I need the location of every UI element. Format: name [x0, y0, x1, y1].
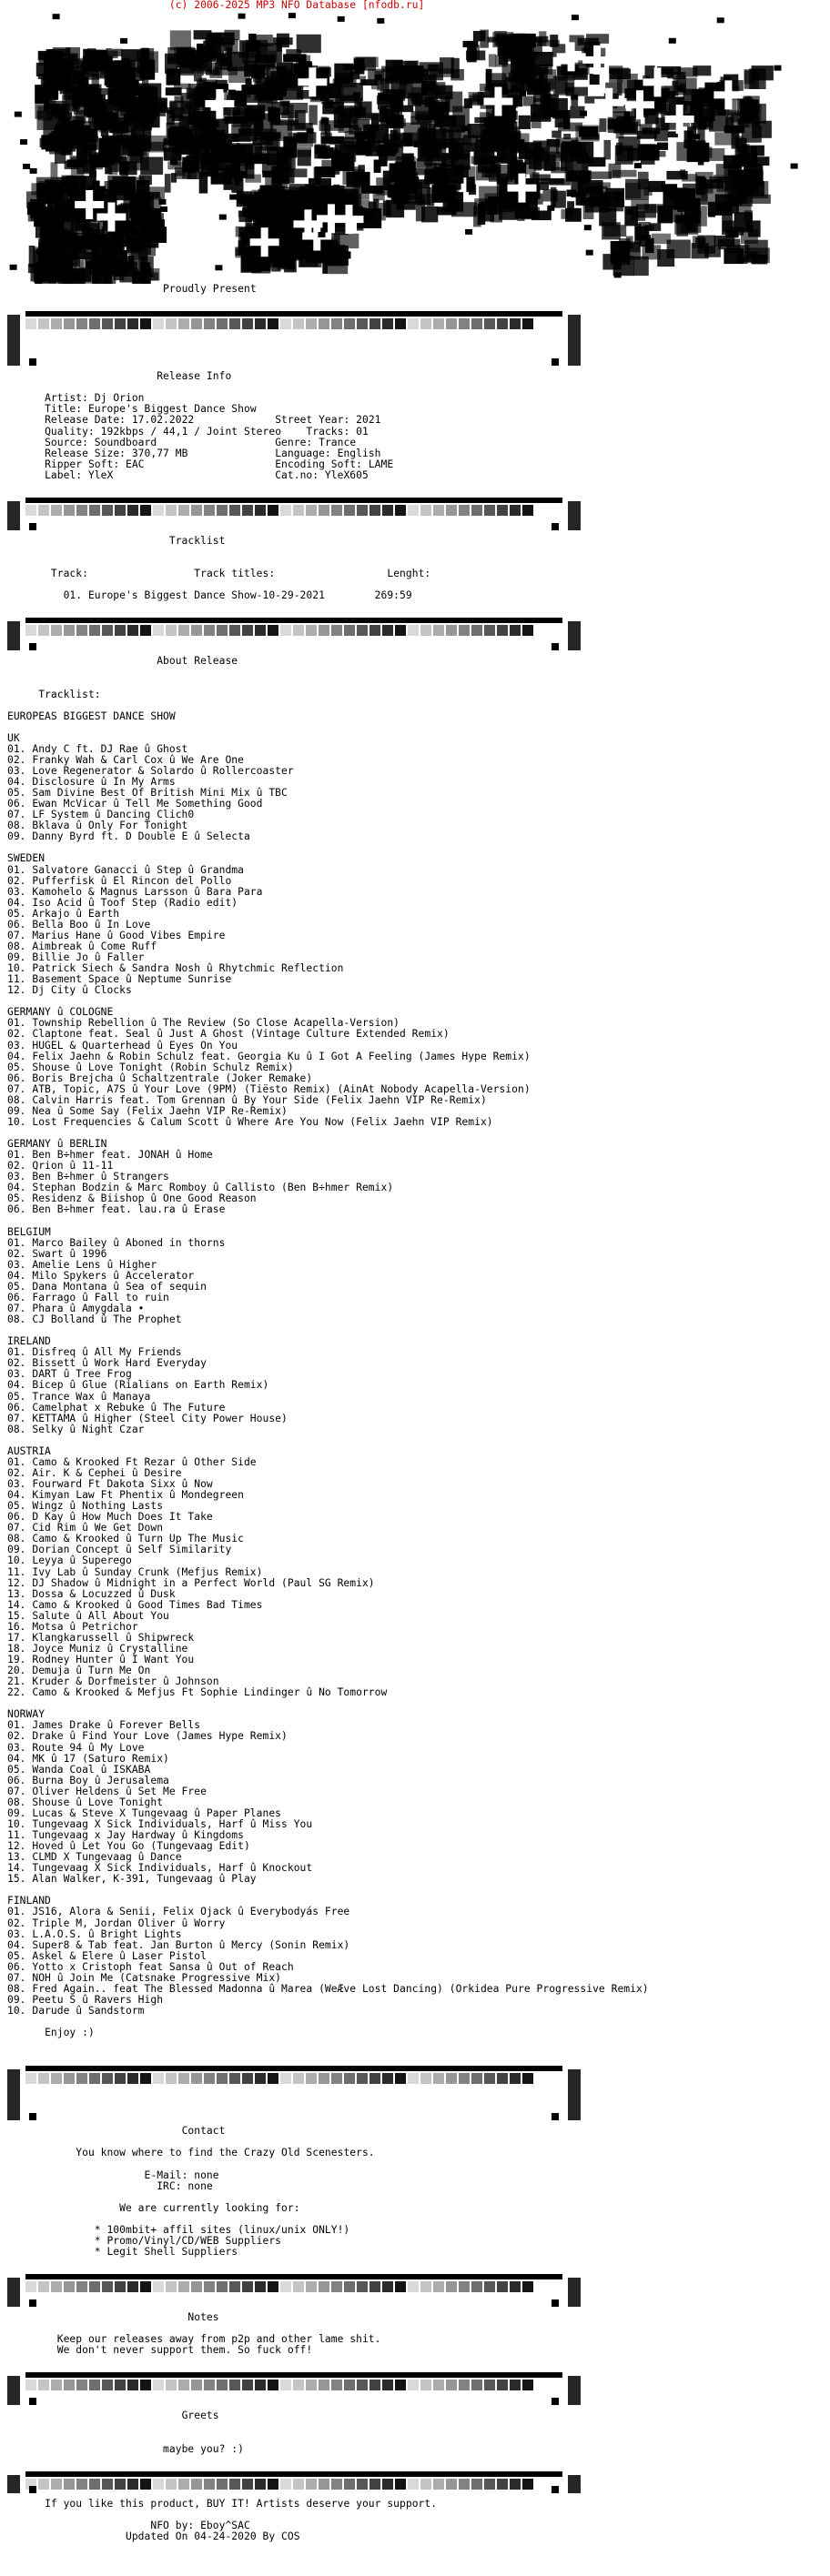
group-logo-ascii-art: [7, 11, 808, 284]
country-heading: UK: [7, 731, 20, 744]
country-heading: SWEDEN: [7, 852, 46, 865]
track-line: 02. Air. K & Cephei û Desire: [7, 1466, 182, 1479]
track-line: 16. Motsa û Petrichor: [7, 1620, 138, 1633]
track-line: 03. DART û Tree Frog: [7, 1368, 132, 1381]
notes-frame: [7, 2269, 581, 2312]
copyright-line: (c) 2006-2025 MP3 NFO Database [nfodb.ru]: [168, 0, 425, 11]
track-line: 02. Claptone feat. Seal û Just A Ghost (Vintage Culture Extended Remix): [7, 1028, 450, 1041]
track-line: 06. Burna Boy û Jerusalema: [7, 1774, 169, 1786]
col-track-titles: Track titles:: [194, 568, 276, 580]
track-line: 02. Bissett û Work Hard Everyday: [7, 1357, 207, 1370]
track-line: 02. Franky Wah & Carl Cox û We Are One: [7, 753, 244, 766]
track-line: 02. Pufferfisk û El Rincon del Pollo: [7, 874, 232, 887]
track-line: 13. Dossa & Locuzzed û Dusk: [7, 1587, 176, 1600]
release-tracks: Tracks: 01: [306, 425, 369, 438]
track-line: 08. Calvin Harris feat. Tom Grennan û By Your Side (Felix Jaehn VIP Re-Remix): [7, 1093, 487, 1106]
track-line: 05. Askel & Elere û Laser Pistol: [7, 1949, 207, 1962]
track-line: 14. Tungevaag X Sick Individuals, Harf û Knockout: [7, 1862, 313, 1875]
track-line: 01. James Drake û Forever Bells: [7, 1719, 201, 1732]
track-line: 11. Tungevaag x Jay Hardway û Kingdoms: [7, 1829, 244, 1841]
release-date: Release Date: 17.02.2022: [45, 414, 195, 427]
track-line: 01. Marco Bailey û Aboned in thorns: [7, 1236, 226, 1249]
release-source: Source: Soundboard: [45, 436, 157, 448]
track-line: 19. Rodney Hunter û I Want You: [7, 1654, 195, 1665]
track-line: 01. Salvatore Ganacci û Step û Grandma: [7, 863, 244, 876]
tracklist-row-title: 01. Europe's Biggest Dance Show-10-29-2021: [63, 589, 325, 602]
section-title-about: About Release: [157, 655, 238, 668]
track-line: 01. JS16, Alora & Senii, Felix Ojack û Everybodyás Free: [7, 1906, 350, 1918]
track-line: 05. Wanda Coal û ISKABA: [7, 1763, 151, 1776]
track-line: 15. Salute û All About You: [7, 1609, 169, 1622]
notes-line1: Keep our releases away from p2p and other lame shit.: [56, 2333, 381, 2346]
release-label: Label: YleX: [45, 468, 114, 481]
release-artist: Artist: Dj Orion: [45, 392, 145, 405]
track-line: 11. Ivy Lab û Sunday Crunk (Mefjus Remix): [7, 1565, 263, 1578]
col-length: Lenght:: [387, 568, 431, 580]
track-line: 05. Arkajo û Earth: [7, 907, 120, 920]
track-line: 03. Fourward Ft Dakota Sixx û Now: [7, 1478, 213, 1490]
track-line: 02. Qrion û 11-11: [7, 1160, 114, 1172]
country-heading: IRELAND: [7, 1335, 51, 1348]
track-line: 10. Patrick Siech & Sandra Nosh û Rhytchmic Reflection: [7, 962, 344, 975]
release-language: Language: English: [275, 447, 381, 459]
notes-line2: We don't never support them. So fuck off!: [56, 2344, 313, 2357]
track-line: 04. Iso Acid û Toof Step (Radio edit): [7, 896, 238, 909]
track-line: 08. CJ Bolland û The Prophet: [7, 1313, 182, 1326]
col-track: Track:: [50, 568, 88, 580]
track-line: 04. Super8 & Tab feat. Jan Burton û Mercy (Sonin Remix): [7, 1938, 350, 1951]
footer-nfo-by: NFO by: Eboy^SAC: [150, 2519, 250, 2531]
track-line: 08. Camo & Krooked û Turn Up The Music: [7, 1533, 244, 1545]
greets-frame: [7, 2367, 581, 2410]
track-line: 07. Marius Hane û Good Vibes Empire: [7, 929, 226, 941]
track-line: 04. Kimyan Law Ft Phentix û Mondegreen: [7, 1489, 244, 1502]
track-line: 05. Sam Divine Best Of British Mini Mix û TBC: [7, 787, 288, 800]
country-heading: GERMANY û BERLIN: [7, 1138, 107, 1151]
track-line: 11. Basement Space û Neptume Sunrise: [7, 973, 232, 986]
track-line: 04. Disclosure û In My Arms: [7, 776, 176, 788]
track-line: 12. Dj City û Clocks: [7, 984, 132, 997]
track-line: 05. Wingz û Nothing Lasts: [7, 1500, 164, 1513]
track-line: 05. Dana Montana û Sea of sequin: [7, 1280, 207, 1293]
track-line: 10. Darude û Sandstorm: [7, 2005, 145, 2017]
about-frame: [7, 612, 581, 656]
footer-buy-line: If you like this product, BUY IT! Artists deserve your support.: [45, 2497, 438, 2510]
track-line: 09. Billie Jo û Faller: [7, 951, 145, 963]
track-line: 07. Oliver Heldens û Set Me Free: [7, 1785, 207, 1797]
contact-item: * 100mbit+ affil sites (linux/unix ONLY!): [94, 2223, 350, 2236]
track-line: 06. D Kay û How Much Does It Take: [7, 1511, 213, 1524]
track-line: 02. Triple M, Jordan Oliver û Worry: [7, 1917, 226, 1929]
greets-line1: maybe you? :): [163, 2442, 244, 2455]
track-line: 09. Peetu S û Ravers High: [7, 1993, 164, 2006]
track-line: 09. Lucas & Steve X Tungevaag û Paper Planes: [7, 1806, 282, 1819]
track-line: 20. Demuja û Turn Me On: [7, 1665, 151, 1677]
release-title: Title: Europe's Biggest Dance Show: [45, 403, 257, 416]
country-heading: GERMANY û COLOGNE: [7, 1006, 114, 1019]
track-line: 15. Alan Walker, K-391, Tungevaag û Play: [7, 1873, 257, 1886]
track-line: 08. Aimbreak û Come Ruff: [7, 940, 157, 952]
track-line: 18. Joyce Muniz û Crystalline: [7, 1642, 188, 1655]
track-line: 01. Township Rebellion û The Review (So Close Acapella-Version): [7, 1017, 400, 1030]
track-line: 06. Yotto x Cristoph feat Sansa û Out of Reach: [7, 1960, 294, 1973]
track-line: 10. Leyya û Superego: [7, 1555, 132, 1567]
about-tracklist-label: Tracklist:: [38, 688, 101, 700]
track-line: 01. Ben B÷hmer feat. JONAH û Home: [7, 1149, 213, 1162]
contact-irc: IRC: none: [157, 2179, 213, 2192]
track-line: 22. Camo & Krooked & Mefjus Ft Sophie Lindinger û No Tomorrow: [7, 1686, 388, 1699]
footer-updated: Updated On 04-24-2020 By COS: [126, 2530, 300, 2542]
track-line: 05. Shouse û Love Tonight (Robin Schulz Remix): [7, 1061, 294, 1073]
track-line: 08. Bklava û Only For Tonight: [7, 820, 188, 832]
tracklist-row-length: 269:59: [374, 589, 412, 602]
release-catno: Cat.no: YleX605: [275, 468, 369, 481]
track-line: 06. Farrago û Fall to ruin: [7, 1291, 169, 1303]
footer-frame-top: [7, 2466, 581, 2499]
track-line: 03. L.A.O.S. û Bright Lights: [7, 1927, 182, 1940]
track-line: 12. DJ Shadow û Midnight in a Perfect World (Paul SG Remix): [7, 1576, 375, 1589]
track-line: 07. LF System û Dancing Clich0: [7, 809, 195, 821]
country-heading: BELGIUM: [7, 1225, 51, 1238]
country-heading: FINLAND: [7, 1895, 51, 1907]
track-line: 07. Cid Rim û We Get Down: [7, 1522, 164, 1535]
track-line: 06. Boris Brejcha û Schaltzentrale (Joker Remake): [7, 1072, 313, 1084]
track-line: 03. HUGEL & Quarterhead û Eyes On You: [7, 1039, 238, 1052]
section-title-contact: Contact: [181, 2125, 226, 2138]
track-line: 09. Dorian Concept û Self Similarity: [7, 1544, 232, 1556]
track-line: 02. Drake û Find Your Love (James Hype Remix): [7, 1730, 288, 1743]
track-line: 06. Camelphat x Rebuke û The Future: [7, 1401, 226, 1414]
contact-line1: You know where to find the Crazy Old Scenesters.: [76, 2147, 375, 2159]
track-line: 06. Bella Boo û In Love: [7, 918, 151, 931]
track-line: 07. NOH û Join Me (Catsnake Progressive Mix): [7, 1971, 282, 1984]
release-size: Release Size: 370,77 MB: [45, 447, 188, 459]
track-line: 01. Camo & Krooked Ft Rezar û Other Side: [7, 1455, 257, 1468]
section-title-release-info: Release Info: [157, 370, 232, 383]
contact-item: * Promo/Vinyl/CD/WEB Suppliers: [94, 2234, 282, 2247]
track-line: 03. Love Regenerator & Solardo û Rollercoaster: [7, 764, 294, 777]
track-line: 13. CLMD X Tungevaag û Dance: [7, 1851, 182, 1864]
track-line: 09. Danny Byrd ft. D Double E û Selecta: [7, 830, 250, 843]
release-ripper-soft: Ripper Soft: EAC: [45, 458, 145, 470]
section-title-greets: Greets: [181, 2410, 219, 2422]
proudly-present: Proudly Present: [163, 283, 257, 296]
release-genre: Genre: Trance: [275, 436, 357, 448]
track-line: 05. Trance Wax û Manaya: [7, 1390, 151, 1403]
track-line: 05. Residenz & Biishop û One Good Reason: [7, 1192, 257, 1205]
track-line: 07. KETTAMA û Higher (Steel City Power House): [7, 1412, 288, 1424]
country-heading: AUSTRIA: [7, 1444, 51, 1457]
track-line: 03. Route 94 û My Love: [7, 1741, 145, 1754]
section-title-tracklist: Tracklist: [168, 534, 226, 547]
release-quality: Quality: 192kbps / 44,1 / Joint Stereo: [45, 425, 282, 438]
contact-looking: We are currently looking for:: [119, 2201, 300, 2214]
track-line: 03. Kamohelo & Magnus Larsson û Bara Para: [7, 885, 263, 898]
track-line: 02. Swart û 1996: [7, 1247, 107, 1260]
track-line: 10. Tungevaag X Sick Individuals, Harf û Miss You: [7, 1817, 313, 1830]
release-info-frame: [7, 306, 581, 371]
track-line: 06. Ben B÷hmer feat. lau.ra û Erase: [7, 1203, 226, 1216]
section-title-notes: Notes: [187, 2311, 219, 2324]
track-line: 01. Disfreq û All My Friends: [7, 1346, 182, 1359]
track-line: 06. Ewan McVicar û Tell Me Something Good: [7, 798, 263, 810]
track-line: 17. Klangkarussell û Shipwreck: [7, 1631, 195, 1644]
track-line: 04. Milo Spykers û Accelerator: [7, 1269, 195, 1282]
track-line: 08. Selky û Night Czar: [7, 1423, 145, 1435]
track-line: 14. Camo & Krooked û Good Times Bad Times: [7, 1598, 263, 1611]
track-line: 07. Phara û Amygdala •: [7, 1303, 145, 1314]
track-line: 09. Nea û Some Say (Felix Jaehn VIP Re-Remix): [7, 1104, 288, 1117]
contact-frame: [7, 2060, 581, 2126]
track-line: 04. Stephan Bodzin & Marc Romboy û Callisto (Ben B÷hmer Remix): [7, 1182, 394, 1194]
release-street-year: Street Year: 2021: [275, 414, 381, 427]
contact-email: E-Mail: none: [144, 2168, 219, 2181]
release-encoding-soft: Encoding Soft: LAME: [275, 458, 394, 470]
track-line: 04. MK û 17 (Saturo Remix): [7, 1752, 169, 1765]
show-title: EUROPEAS BIGGEST DANCE SHOW: [7, 709, 176, 722]
track-line: 10. Lost Frequencies & Calum Scott û Where Are You Now (Felix Jaehn VIP Remix): [7, 1115, 493, 1128]
track-line: 03. Amelie Lens û Higher: [7, 1258, 157, 1271]
track-line: 01. Andy C ft. DJ Rae û Ghost: [7, 742, 188, 755]
track-line: 08. Shouse û Love Tonight: [7, 1796, 164, 1808]
track-line: 07. ATB, Topic, A7S û Your Love (9PM) (Tiësto Remix) (AinAt Nobody Acapella-Version): [7, 1082, 531, 1095]
track-line: 04. Bicep û Glue (Rialians on Earth Remix): [7, 1379, 269, 1392]
track-line: 12. Hoved û Let You Go (Tungevaag Edit): [7, 1840, 250, 1853]
nfo-document: [7, 0, 823, 2542]
country-heading: NORWAY: [7, 1708, 46, 1721]
track-line: 03. Ben B÷hmer û Strangers: [7, 1171, 169, 1183]
track-line: 08. Fred Again.. feat The Blessed Madonna û Marea (WeÆve Lost Dancing) (Orkidea Pure Progressive Remix): [7, 1982, 649, 1995]
contact-item: * Legit Shell Suppliers: [94, 2246, 238, 2258]
track-line: 04. Felix Jaehn & Robin Schulz feat. Georgia Ku û I Got A Feeling (James Hype Remix): [7, 1050, 531, 1062]
enjoy-line: Enjoy :): [45, 2027, 95, 2039]
track-line: 21. Kruder & Dorfmeister û Johnson: [7, 1675, 219, 1688]
tracklist-frame: [7, 492, 581, 536]
